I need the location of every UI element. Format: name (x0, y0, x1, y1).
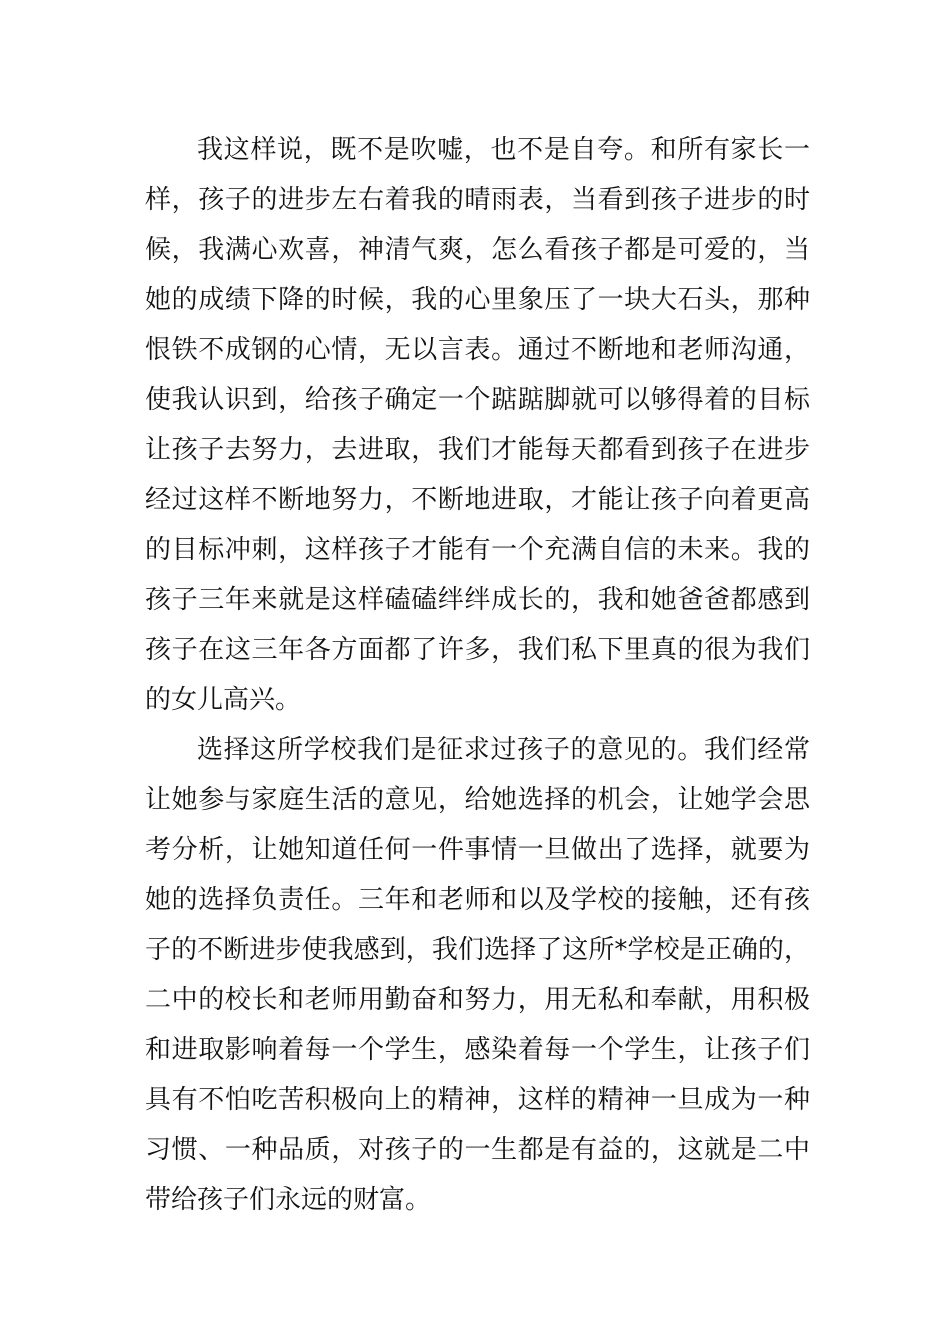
paragraph-1-line-6: 使我认识到，给孩子确定一个踮踮脚就可以够得着的目标 (145, 385, 810, 415)
paragraph-1-line-5: 恨铁不成钢的心情，无以言表。通过不断地和老师沟通， (145, 335, 810, 365)
paragraph-1-line-2: 样，孩子的进步左右着我的晴雨表，当看到孩子进步的时 (145, 185, 810, 215)
paragraph-1-line-11: 孩子在这三年各方面都了许多，我们私下里真的很为我们 (145, 635, 810, 665)
paragraph-1-line-8: 经过这样不断地努力，不断地进取，才能让孩子向着更高 (145, 485, 810, 515)
paragraph-1-line-9: 的目标冲刺，这样孩子才能有一个充满自信的未来。我的 (145, 535, 810, 565)
paragraph-1-line-4: 她的成绩下降的时候，我的心里象压了一块大石头，那种 (145, 285, 810, 315)
paragraph-2-line-7: 和进取影响着每一个学生，感染着每一个学生，让孩子们 (145, 1035, 810, 1065)
paragraph-2-line-2: 让她参与家庭生活的意见，给她选择的机会，让她学会思 (145, 785, 810, 815)
paragraph-2-line-5: 子的不断进步使我感到，我们选择了这所*学校是正确的， (145, 935, 810, 965)
paragraph-1-line-1: 我这样说，既不是吹嘘，也不是自夸。和所有家长一 (197, 135, 810, 165)
paragraph-1-line-12: 的女儿高兴。 (145, 685, 302, 715)
paragraph-2-line-10: 带给孩子们永远的财富。 (145, 1185, 432, 1215)
paragraph-2-line-3: 考分析，让她知道任何一件事情一旦做出了选择，就要为 (145, 835, 810, 865)
paragraph-2-line-1: 选择这所学校我们是征求过孩子的意见的。我们经常 (197, 735, 810, 765)
paragraph-2-line-6: 二中的校长和老师用勤奋和努力，用无私和奉献，用积极 (145, 985, 810, 1015)
paragraph-1-line-3: 候，我满心欢喜，神清气爽，怎么看孩子都是可爱的，当 (145, 235, 810, 265)
paragraph-2-line-4: 她的选择负责任。三年和老师和以及学校的接触，还有孩 (145, 885, 810, 915)
paragraph-2-line-8: 具有不怕吃苦积极向上的精神，这样的精神一旦成为一种 (145, 1085, 810, 1115)
paragraph-2-line-9: 习惯、一种品质，对孩子的一生都是有益的，这就是二中 (145, 1135, 810, 1165)
paragraph-1-line-10: 孩子三年来就是这样磕磕绊绊成长的，我和她爸爸都感到 (145, 585, 810, 615)
paragraph-1-line-7: 让孩子去努力，去进取，我们才能每天都看到孩子在进步 (145, 435, 810, 465)
